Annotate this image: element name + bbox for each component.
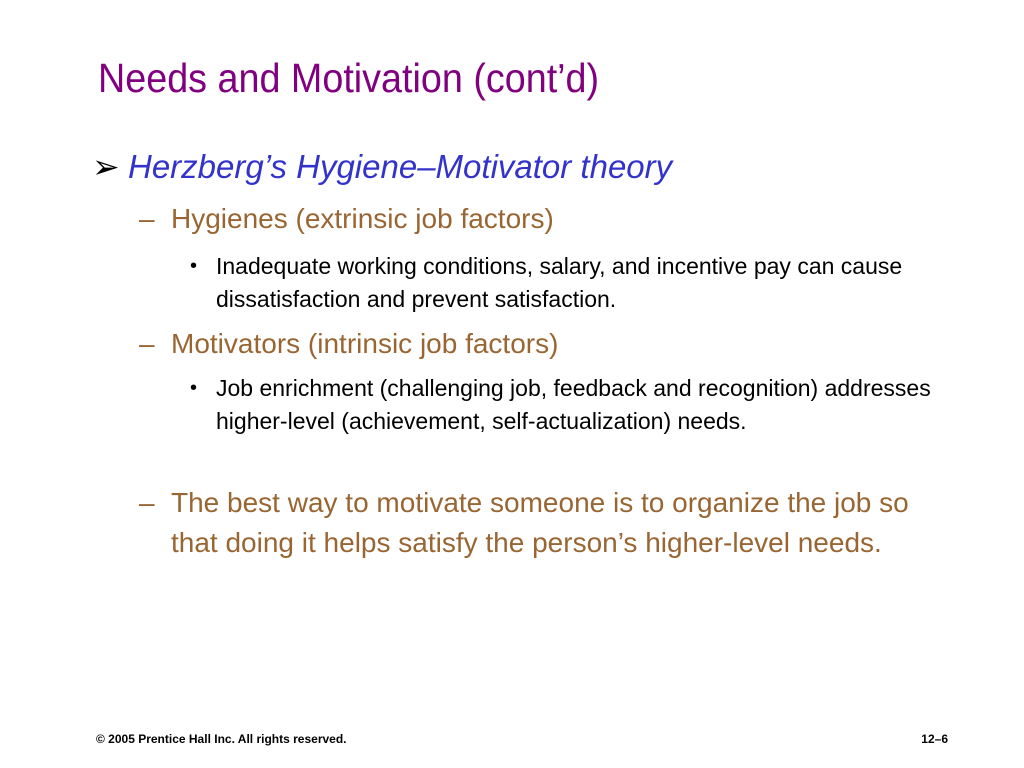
bullet-dot: • — [190, 255, 198, 277]
detail-text: Job enrichment (challenging job, feedback and recognition) addresses higher-level (achievement, self-actualization) needs. — [216, 375, 931, 434]
footer-slide-number: 12–6 — [921, 732, 948, 746]
arrow-bullet-icon: ➢ — [92, 148, 120, 185]
main-point-text: Herzberg’s Hygiene–Motivator theory — [128, 148, 673, 185]
detail-text: Inadequate working conditions, salary, and incentive pay can cause dissatisfaction and prevent satisfaction. — [216, 253, 903, 312]
dash-bullet: – — [139, 203, 155, 234]
detail-hygienes — [190, 250, 950, 316]
slide-title: Needs and Motivation (cont’d) — [98, 55, 600, 101]
dash-bullet: – — [139, 328, 155, 359]
dash-bullet: – — [139, 487, 155, 518]
sub-point-text: The best way to motivate someone is to organize the job so that doing it helps satisfy the person’s higher-level needs. — [171, 487, 909, 558]
detail-motivators — [190, 372, 950, 438]
sub-point-hygienes — [139, 199, 939, 239]
sub-point-best-way — [139, 483, 929, 563]
footer-copyright: © 2005 Prentice Hall Inc. All rights reserved. — [96, 732, 347, 746]
sub-point-text: Hygienes (extrinsic job factors) — [171, 203, 554, 234]
sub-point-text: Motivators (intrinsic job factors) — [171, 328, 559, 359]
sub-point-motivators — [139, 324, 939, 364]
bullet-dot: • — [190, 377, 198, 399]
main-point — [92, 147, 992, 187]
